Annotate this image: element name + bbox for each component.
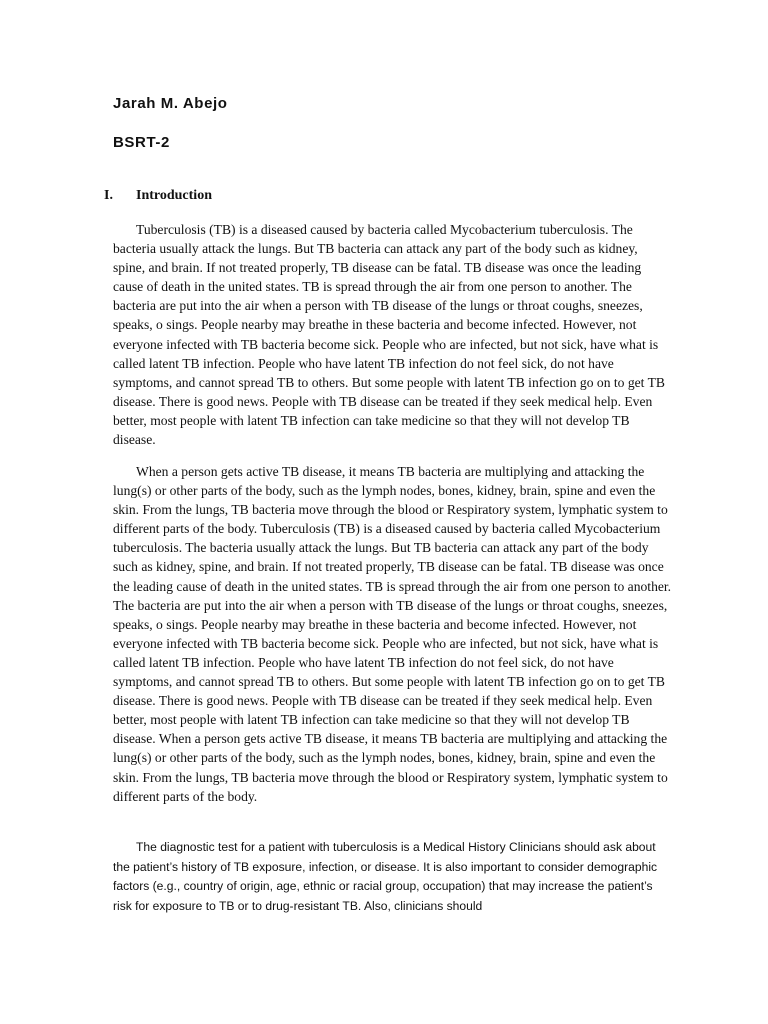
section-title: Introduction [136, 188, 212, 203]
body-paragraph: When a person gets active TB disease, it means TB bacteria are multiplying and attacking the lung(s) or other parts of the body, such as the lymph nodes, bones, kidney, brain, spine and even the skin. From the lungs, TB bacteria move through the blood or Respiratory system, lymphatic system to different parts of the body. Tuberculosis (TB) is a diseased caused by bacteria called Mycobacterium tuberculosis. The bacteria usually attack the lungs. But TB bacteria can attack any part of the body such as kidney, spine, and brain. If not treated properly, TB disease can be fatal. TB disease was once the leading cause of death in the united states. TB is spread through the air from one person to another. The bacteria are put into the air when a person with TB disease of the lungs or throat coughs, sneezes, speaks, o sings. People nearby may breathe in these bacteria and become infected. However, not everyone infected with TB bacteria become sick. People who are infected, but not sick, have what is called latent TB infection. People who have latent TB infection do not feel sick, do not have symptoms, and cannot spread TB to others. But some people with latent TB infection go on to get TB disease. There is good news. People with TB disease can be treated if they seek medical help. Even better, most people with latent TB infection can take medicine so that they will not develop TB disease. When a person gets active TB disease, it means TB bacteria are multiplying and attacking the lung(s) or other parts of the body, such as the lymph nodes, bones, kidney, brain, spine and even the skin. From the lungs, TB bacteria move through the blood or Respiratory system, lymphatic system to different parts of the body. [113, 464, 672, 804]
body-paragraph: Tuberculosis (TB) is a diseased caused by bacteria called Mycobacterium tuberculosis. The bacteria usually attack the lungs. But TB bacteria can attack any part of the body such as kidney, spine, and brain. If not treated properly, TB disease can be fatal. TB disease was once the leading cause of death in the united states. TB is spread through the air from one person to another. The bacteria are put into the air when a person with TB disease of the lungs or throat coughs, sneezes, speaks, o sings. People nearby may breathe in these bacteria and become infected. However, not everyone infected with TB bacteria become sick. People who are infected, but not sick, have what is called latent TB infection. People who have latent TB infection do not feel sick, do not have symptoms, and cannot spread TB to others. But some people with latent TB infection go on to get TB disease. There is good news. People with TB disease can be treated if they seek medical help. Even better, most people with latent TB infection can take medicine so that they will not develop TB disease. [113, 222, 665, 448]
course-code: BSRT-2 [113, 134, 170, 151]
author-name: Jarah M. Abejo [113, 95, 228, 112]
body-paragraph: The diagnostic test for a patient with tuberculosis is a Medical History Clinicians should ask about the patient’s history of TB exposure, infection, or disease. It is also important to consider demographic factors (e.g., country of origin, age, ethnic or racial group, occupation) that may increase the patient’s risk for exposure to TB or to drug-resistant TB. Also, clinicians should [113, 840, 658, 913]
section-number: I. [104, 188, 113, 203]
section-heading [104, 188, 212, 204]
